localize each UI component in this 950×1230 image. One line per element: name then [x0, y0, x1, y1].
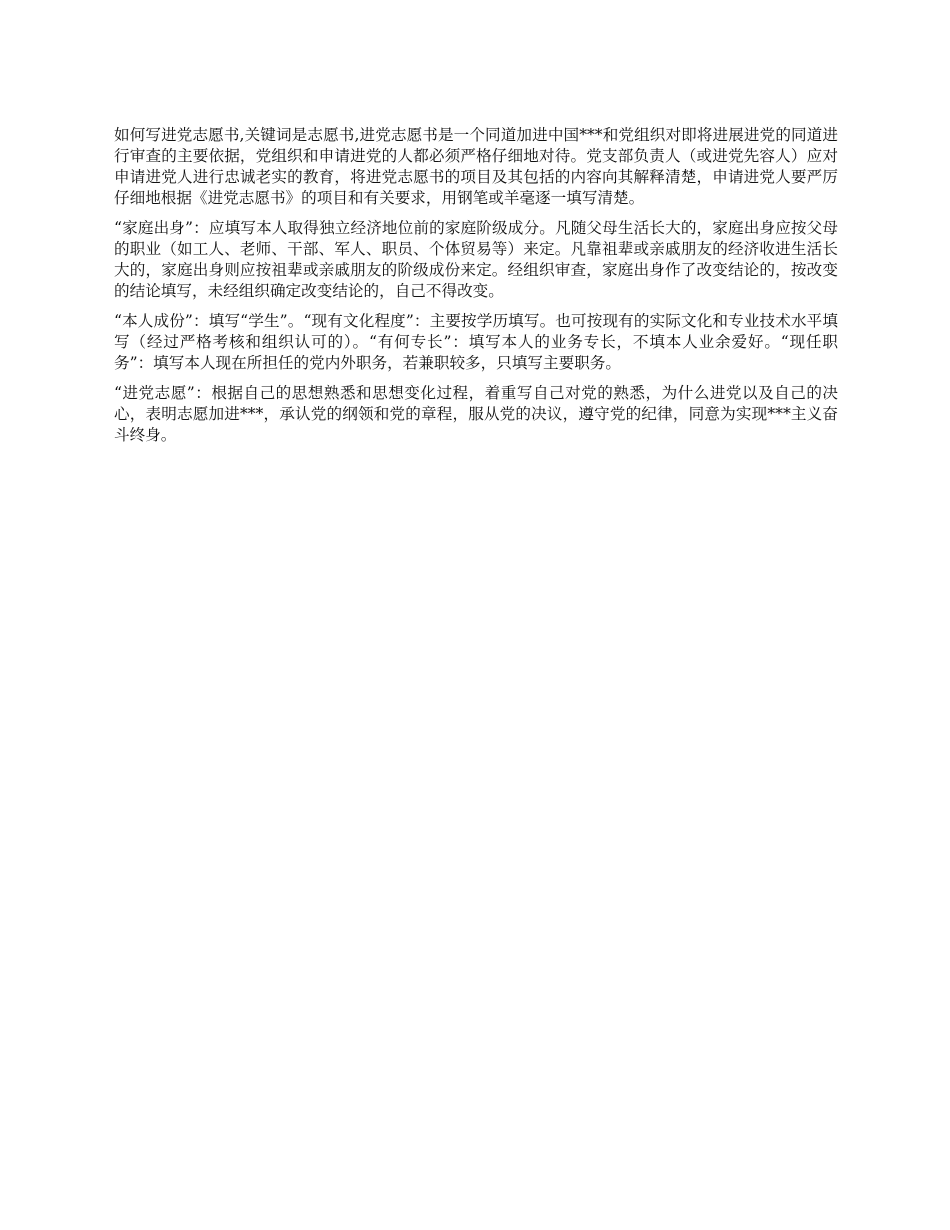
document-body — [114, 125, 838, 455]
paragraph-intro: 如何写进党志愿书,关键词是志愿书,进党志愿书是一个同道加进中国***和党组织对即将进展进党的同道进行审查的主要依据，党组织和申请进党的人都必须严格仔细地对待。党支部负责人（或进党先容人）应对申请进党人进行忠诚老实的教育，将进党志愿书的项目及其包括的内容向其解释清楚，申请进党人要严厉仔细地根据《进党志愿书》的项目和有关要求，用钢笔或羊毫逐一填写清楚。 — [114, 126, 838, 207]
paragraph-personal-status: “本人成份”：填写“学生”。“现有文化程度”：主要按学历填写。也可按现有的实际文化和专业技术水平填写（经过严格考核和组织认可的）。“有何专长”：填写本人的业务专长，不填本人业余爱好。“现任职务”：填写本人现在所担任的党内外职务，若兼职较多，只填写主要职务。 — [114, 312, 838, 372]
paragraph-party-aspiration: “进党志愿”：根据自己的思想熟悉和思想变化过程，着重写自己对党的熟悉，为什么进党以及自己的决心，表明志愿加进***，承认党的纲领和党的章程，服从党的决议，遵守党的纪律，同意为实现***主义奋斗终身。 — [114, 384, 838, 444]
paragraph-family-background: “家庭出身”：应填写本人取得独立经济地位前的家庭阶级成分。凡随父母生活长大的，家庭出身应按父母的职业（如工人、老师、干部、军人、职员、个体贸易等）来定。凡靠祖辈或亲戚朋友的经济收进生活长大的，家庭出身则应按祖辈或亲戚朋友的阶级成份来定。经组织审查，家庭出身作了改变结论的，按改变的结论填写，未经组织确定改变结论的，自己不得改变。 — [114, 219, 838, 300]
